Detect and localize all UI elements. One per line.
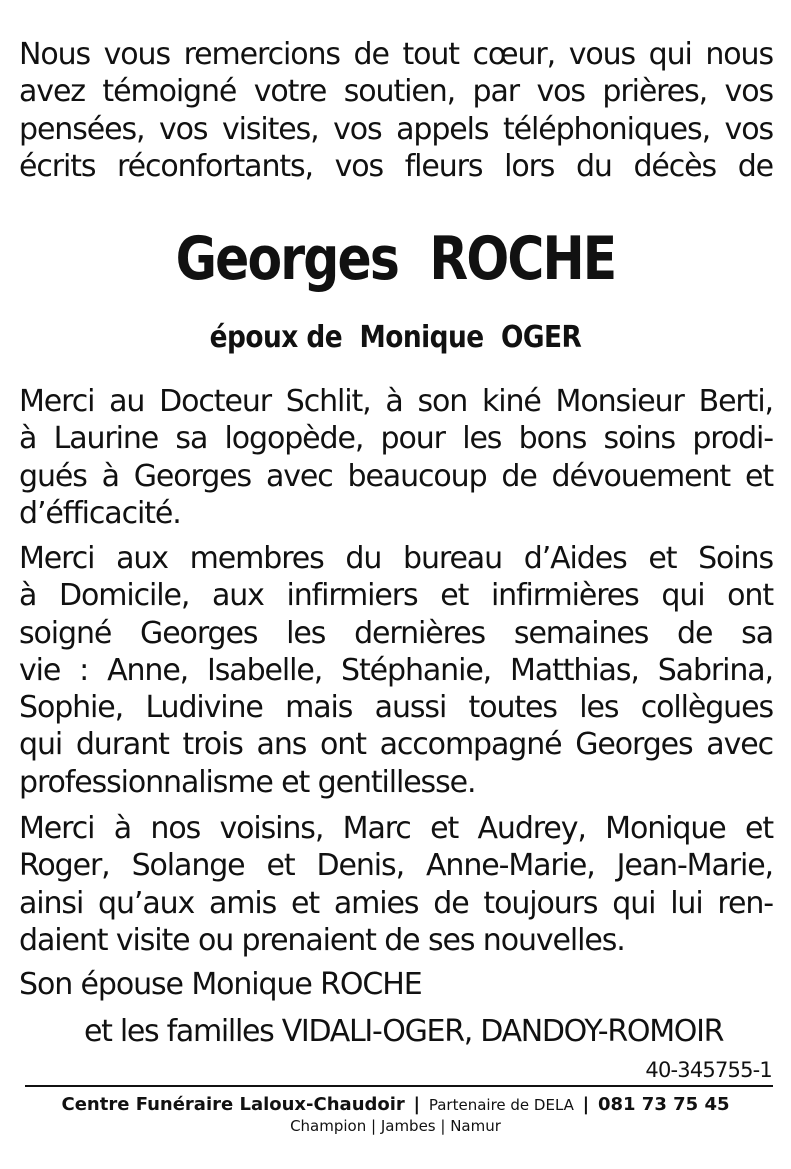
thanks-line: Merci au Docteur Schlit, à son kiné Monsieur Berti, xyxy=(19,384,773,419)
reference-number: 40-345755-1 xyxy=(645,1058,772,1082)
intro-line: avez témoigné votre soutien, par vos prières, vos xyxy=(19,74,773,110)
thanks-line: à Laurine sa logopède, pour les bons soins prodi- xyxy=(19,421,773,457)
thanks-line: daient visite ou prenaient de ses nouvelles. xyxy=(19,922,625,958)
phone-number: 081 73 75 45 xyxy=(597,1094,730,1115)
thanks-line: Sophie, Ludivine mais aussi toutes les collègues xyxy=(19,690,773,726)
funeral-home-footer xyxy=(0,1093,791,1117)
partner-text: Partenaire de DELA xyxy=(428,1096,574,1114)
intro-line: écrits réconfortants, vos fleurs lors du décès de xyxy=(19,148,773,184)
thanks-line: Merci aux membres du bureau d’Aides et Soins xyxy=(19,541,773,576)
intro-line: pensées, vos visites, vos appels téléphoniques, vos xyxy=(19,111,773,147)
intro-paragraph xyxy=(19,36,773,185)
funeral-home-locations: Champion | Jambes | Namur xyxy=(290,1117,501,1135)
thanks-line: d’éfficacité. xyxy=(19,495,181,531)
thanks-line: soigné Georges les dernières semaines de sa xyxy=(19,615,773,651)
deceased-name: Georges ROCHE xyxy=(175,224,616,294)
signature-spouse: Son épouse Monique ROCHE xyxy=(19,967,422,1002)
intro-line: Nous vous remercions de tout cœur, vous qui nous xyxy=(19,37,773,72)
thanks-line: vie : Anne, Isabelle, Stéphanie, Matthias, Sabrina, xyxy=(19,652,773,688)
thanks-line: Roger, Solange et Denis, Anne-Marie, Jean-Marie, xyxy=(19,848,773,884)
funeral-home-name: Centre Funéraire Laloux-Chaudoir xyxy=(61,1094,405,1115)
thanks-paragraph-home-care xyxy=(19,540,773,801)
signature-families: et les familles VIDALI-OGER, DANDOY-ROMOIR xyxy=(84,1014,724,1049)
thanks-line: gués à Georges avec beaucoup de dévouement et xyxy=(19,458,773,494)
thanks-line: ainsi qu’aux amis et amies de toujours qui lui ren- xyxy=(19,885,773,921)
thanks-line: à Domicile, aux infirmiers et infirmières qui ont xyxy=(19,578,773,614)
thanks-line: qui durant trois ans ont accompagné Georges avec xyxy=(19,727,773,763)
thanks-paragraph-doctors xyxy=(19,383,773,532)
footer-divider xyxy=(25,1085,773,1087)
footer-separator: | xyxy=(582,1094,590,1115)
thanks-line: Merci à nos voisins, Marc et Audrey, Monique et xyxy=(19,811,773,846)
spouse-line: époux de Monique OGER xyxy=(209,320,582,355)
thanks-line: professionnalisme et gentillesse. xyxy=(19,764,476,800)
footer-separator: | xyxy=(413,1094,421,1115)
thanks-paragraph-neighbours xyxy=(19,810,773,959)
